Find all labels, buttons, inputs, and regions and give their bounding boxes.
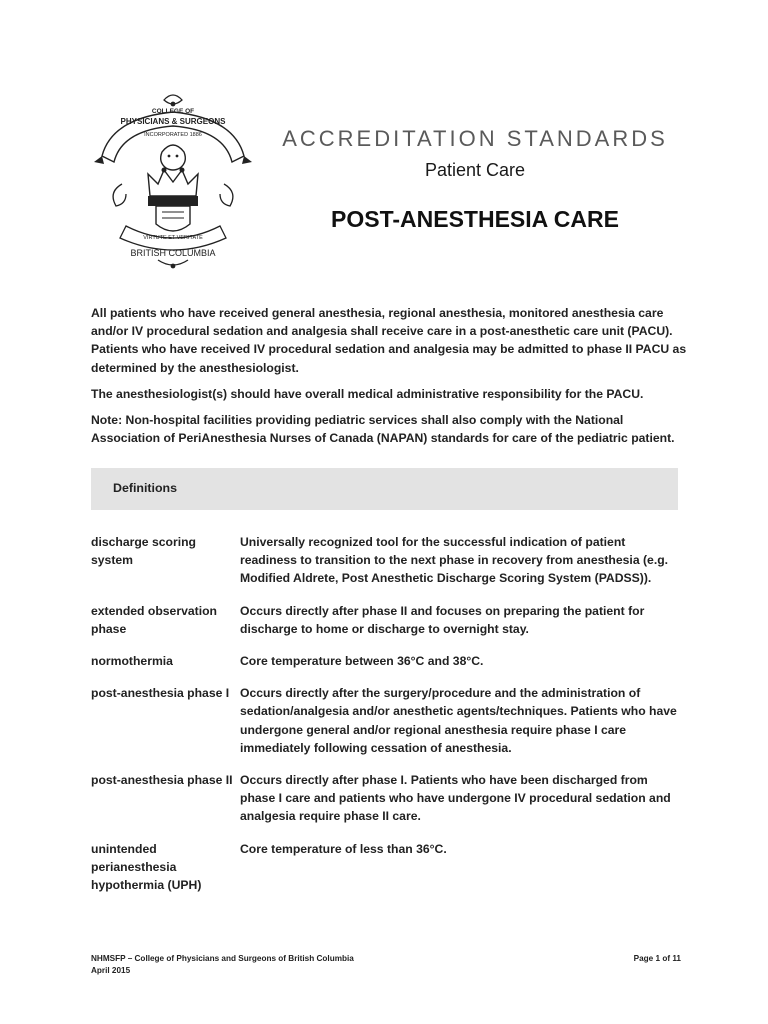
- definition-term: post-anesthesia phase I: [91, 686, 230, 701]
- seal-motto-text: VIRTUTE ET VERITATE: [143, 235, 203, 241]
- responsibility-paragraph: The anesthesiologist(s) should have overall medical administrative responsibility for the PACU.: [91, 386, 644, 401]
- definitions-list: [91, 533, 691, 908]
- definition-description: Universally recognized tool for the successful indication of patient readiness to transition to the next phase in recovery from anesthesia (e.g. Modified Aldrete, Post Anesthetic Discharge Scoring System (PADSS)).: [240, 535, 669, 586]
- definition-row: [91, 771, 691, 826]
- definition-row: [91, 684, 691, 757]
- definitions-header-bar: [91, 468, 678, 510]
- document-subtitle: Patient Care: [424, 160, 526, 180]
- seal-incorporated-text: INCORPORATED 1886: [144, 132, 202, 138]
- note-text: Non-hospital facilities providing pediatric services shall also comply with the National Association of PeriAnesthesia Nurses of Canada (NAPAN) standards for care of the pediatric patient.: [91, 413, 675, 446]
- definition-description: Occurs directly after phase II and focuses on preparing the patient for discharge to home or discharge to overnight stay.: [240, 603, 645, 636]
- definition-description: Core temperature of less than 36°C.: [240, 841, 447, 856]
- definition-row: [91, 602, 691, 638]
- footer-organization: NHMSFP – College of Physicians and Surgeons of British Columbia: [91, 954, 354, 963]
- definition-row: [91, 840, 691, 895]
- definition-term: post-anesthesia phase II: [91, 773, 233, 788]
- document-title: POST-ANESTHESIA CARE: [331, 206, 619, 232]
- footer-date: April 2015: [91, 966, 131, 975]
- note-paragraph: [91, 411, 691, 447]
- seal-province-text: BRITISH COLUMBIA: [130, 248, 216, 258]
- definition-row: [91, 652, 691, 670]
- definition-term: unintended perianesthesia hypothermia (UPH): [91, 841, 202, 893]
- definition-description: Core temperature between 36°C and 38°C.: [240, 654, 484, 669]
- definition-term: discharge scoring system: [91, 535, 196, 568]
- page-number: Page 1 of 11: [633, 954, 681, 963]
- document-kicker: ACCREDITATION STANDARDS: [282, 126, 668, 151]
- definition-term: extended observation phase: [91, 603, 217, 636]
- definition-description: Occurs directly after the surgery/procedure and the administration of sedation/analgesia and/or anesthetic agents/techniques. Patients who have undergone general and/or regional anesthesia require phase I care immediately following cessation of anesthesia.: [240, 686, 677, 755]
- seal-name-text: PHYSICIANS & SURGEONS: [120, 117, 226, 126]
- definition-description: Occurs directly after phase I. Patients who have been discharged from phase I care and patients who have undergone IV procedural sedation and analgesia require phase II care.: [240, 773, 671, 824]
- college-seal-logo: [92, 92, 254, 274]
- intro-section: [91, 304, 691, 455]
- intro-paragraph: All patients who have received general anesthesia, regional anesthesia, monitored anesthesia care and/or IV procedural sedation and analgesia shall receive care in a post-anesthetic care unit (PACU). Patients who have received IV procedural sedation and analgesia may be admitted to phase II PACU as determined by the anesthesiologist.: [91, 306, 687, 375]
- page-footer: [91, 953, 681, 977]
- definitions-heading: Definitions: [113, 481, 178, 495]
- definition-row: [91, 533, 691, 588]
- note-label: Note:: [91, 413, 123, 428]
- definition-term: normothermia: [91, 654, 173, 669]
- seal-top-text: COLLEGE OF: [151, 108, 195, 115]
